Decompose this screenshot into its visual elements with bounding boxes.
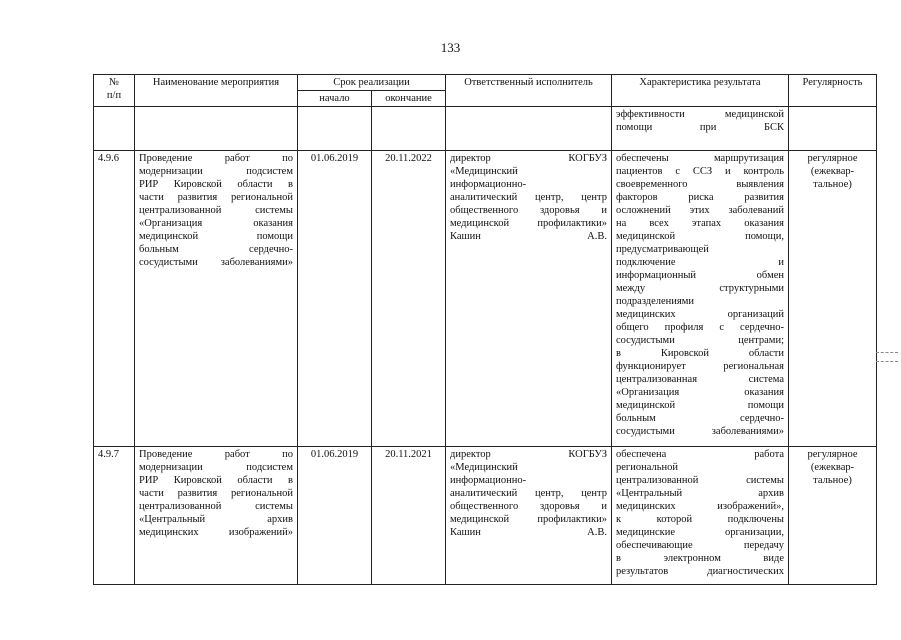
cell-text-line: модернизации подсистем — [139, 462, 293, 473]
measures-table — [93, 74, 877, 585]
cell-text-line: предусматривающей — [616, 244, 709, 255]
cell-text-line: помощи при БСК — [616, 122, 784, 133]
cell-text-line: своевременного выявления — [616, 179, 784, 190]
cell-text-line: результатов диагностических — [616, 566, 784, 577]
header-period: Срок реализации — [298, 75, 446, 91]
cell-text-line: пациентов с ССЗ и контроль — [616, 166, 784, 177]
cell-text-line: РИР Кировской области в — [139, 475, 293, 486]
row-number: 4.9.7 — [94, 447, 135, 585]
cell-text-line: обеспечена работа — [616, 449, 784, 460]
cell-text-line: сосудистыми заболеваниями» — [139, 257, 293, 268]
cell-text-line: медицинской помощи — [616, 400, 784, 411]
cell-text-line: к которой подключены — [616, 514, 784, 525]
cell-text-line: медицинских изображений», — [616, 501, 784, 512]
cell-text-line: Кашин А.В. — [450, 231, 607, 242]
header-start: начало — [298, 91, 372, 107]
cell-text-line: информационно- — [450, 475, 527, 486]
header-number: № п/п — [94, 75, 135, 107]
cell-text-line: функционирует региональная — [616, 361, 784, 372]
row-end: 20.11.2021 — [372, 447, 446, 585]
continuation-result — [612, 107, 789, 151]
header-regularity: Регулярность — [789, 75, 877, 107]
row-name — [135, 151, 298, 447]
header-end: окончание — [372, 91, 446, 107]
cell-text-line: в Кировской области — [616, 348, 784, 359]
cell-text-line: общего профиля с сердечно- — [616, 322, 784, 333]
cell-text-line: РИР Кировской области в — [139, 179, 293, 190]
cell-text-line: Проведение работ по — [139, 153, 293, 164]
cell-text-line: Кашин А.В. — [450, 527, 607, 538]
row-result — [612, 447, 789, 585]
cell-text-line: централизованной системы — [139, 501, 293, 512]
cell-text-line: медицинских организаций — [616, 309, 784, 320]
row-result — [612, 151, 789, 447]
cell-text-line: аналитический центр, центр — [450, 488, 607, 499]
table-row — [94, 151, 877, 447]
cell-text-line: тальное) — [813, 179, 852, 190]
cell-text-line: осложнений этих заболеваний — [616, 205, 784, 216]
table-row — [94, 447, 877, 585]
cell-text-line: медицинской помощи, — [616, 231, 784, 242]
cell-text-line: «Медицинский — [450, 166, 518, 177]
cell-text-line: регулярное — [807, 449, 858, 460]
cell-text-line: подразделениями — [616, 296, 695, 307]
margin-mark — [876, 352, 898, 362]
continuation-row — [94, 107, 877, 151]
cell-text-line: медицинской профилактики» — [450, 218, 607, 229]
cell-text-line: директор КОГБУЗ — [450, 449, 607, 460]
cell-text-line: директор КОГБУЗ — [450, 153, 607, 164]
cell-text-line: «Организация оказания — [139, 218, 293, 229]
cell-text-line: «Организация оказания — [616, 387, 784, 398]
cell-text-line: централизованная система — [616, 374, 784, 385]
cell-text-line: между структурными — [616, 283, 784, 294]
row-name — [135, 447, 298, 585]
cell-text-line: «Центральный архив — [616, 488, 784, 499]
row-executor — [446, 151, 612, 447]
cell-text-line: тальное) — [813, 475, 852, 486]
header-name: Наименование мероприятия — [135, 75, 298, 107]
row-number: 4.9.6 — [94, 151, 135, 447]
page-number: 133 — [440, 40, 461, 55]
cell-text-line: информационный обмен — [616, 270, 784, 281]
cell-text-line: медицинских изображений» — [139, 527, 293, 538]
cell-text-line: больным сердечно- — [616, 413, 784, 424]
cell-text-line: общественного здоровья и — [450, 205, 607, 216]
cell-text-line: «Медицинский — [450, 462, 518, 473]
cell-text-line: подключение и — [616, 257, 784, 268]
cell-text-line: эффективности медицинской — [616, 109, 784, 120]
cell-text-line: в электронном виде — [616, 553, 784, 564]
cell-text-line: «Центральный архив — [139, 514, 293, 525]
cell-text-line: факторов риска развития — [616, 192, 784, 203]
cell-text-line: сосудистыми центрами; — [616, 335, 784, 346]
row-regularity — [789, 151, 877, 447]
cell-text-line: (ежеквар- — [810, 462, 855, 473]
cell-text-line: централизованной системы — [616, 475, 784, 486]
cell-text-line: аналитический центр, центр — [450, 192, 607, 203]
cell-text-line: медицинские организации, — [616, 527, 784, 538]
cell-text-line: обеспечены маршрутизация — [616, 153, 784, 164]
cell-text-line: Проведение работ по — [139, 449, 293, 460]
cell-text-line: больным сердечно- — [139, 244, 293, 255]
cell-text-line: сосудистыми заболеваниями» — [616, 426, 784, 437]
cell-text-line: медицинской помощи — [139, 231, 293, 242]
row-end: 20.11.2022 — [372, 151, 446, 447]
header-result: Характеристика результата — [612, 75, 789, 107]
cell-text-line: региональной — [616, 462, 678, 473]
header-executor: Ответственный исполнитель — [446, 75, 612, 107]
row-regularity — [789, 447, 877, 585]
cell-text-line: модернизации подсистем — [139, 166, 293, 177]
cell-text-line: централизованной системы — [139, 205, 293, 216]
cell-text-line: на всех этапах оказания — [616, 218, 784, 229]
row-executor — [446, 447, 612, 585]
cell-text-line: части развития региональной — [139, 192, 293, 203]
row-start: 01.06.2019 — [298, 447, 372, 585]
cell-text-line: (ежеквар- — [810, 166, 855, 177]
cell-text-line: медицинской профилактики» — [450, 514, 607, 525]
cell-text-line: части развития региональной — [139, 488, 293, 499]
cell-text-line: регулярное — [807, 153, 858, 164]
cell-text-line: информационно- — [450, 179, 527, 190]
cell-text-line: общественного здоровья и — [450, 501, 607, 512]
cell-text-line: обеспечивающие передачу — [616, 540, 784, 551]
row-start: 01.06.2019 — [298, 151, 372, 447]
